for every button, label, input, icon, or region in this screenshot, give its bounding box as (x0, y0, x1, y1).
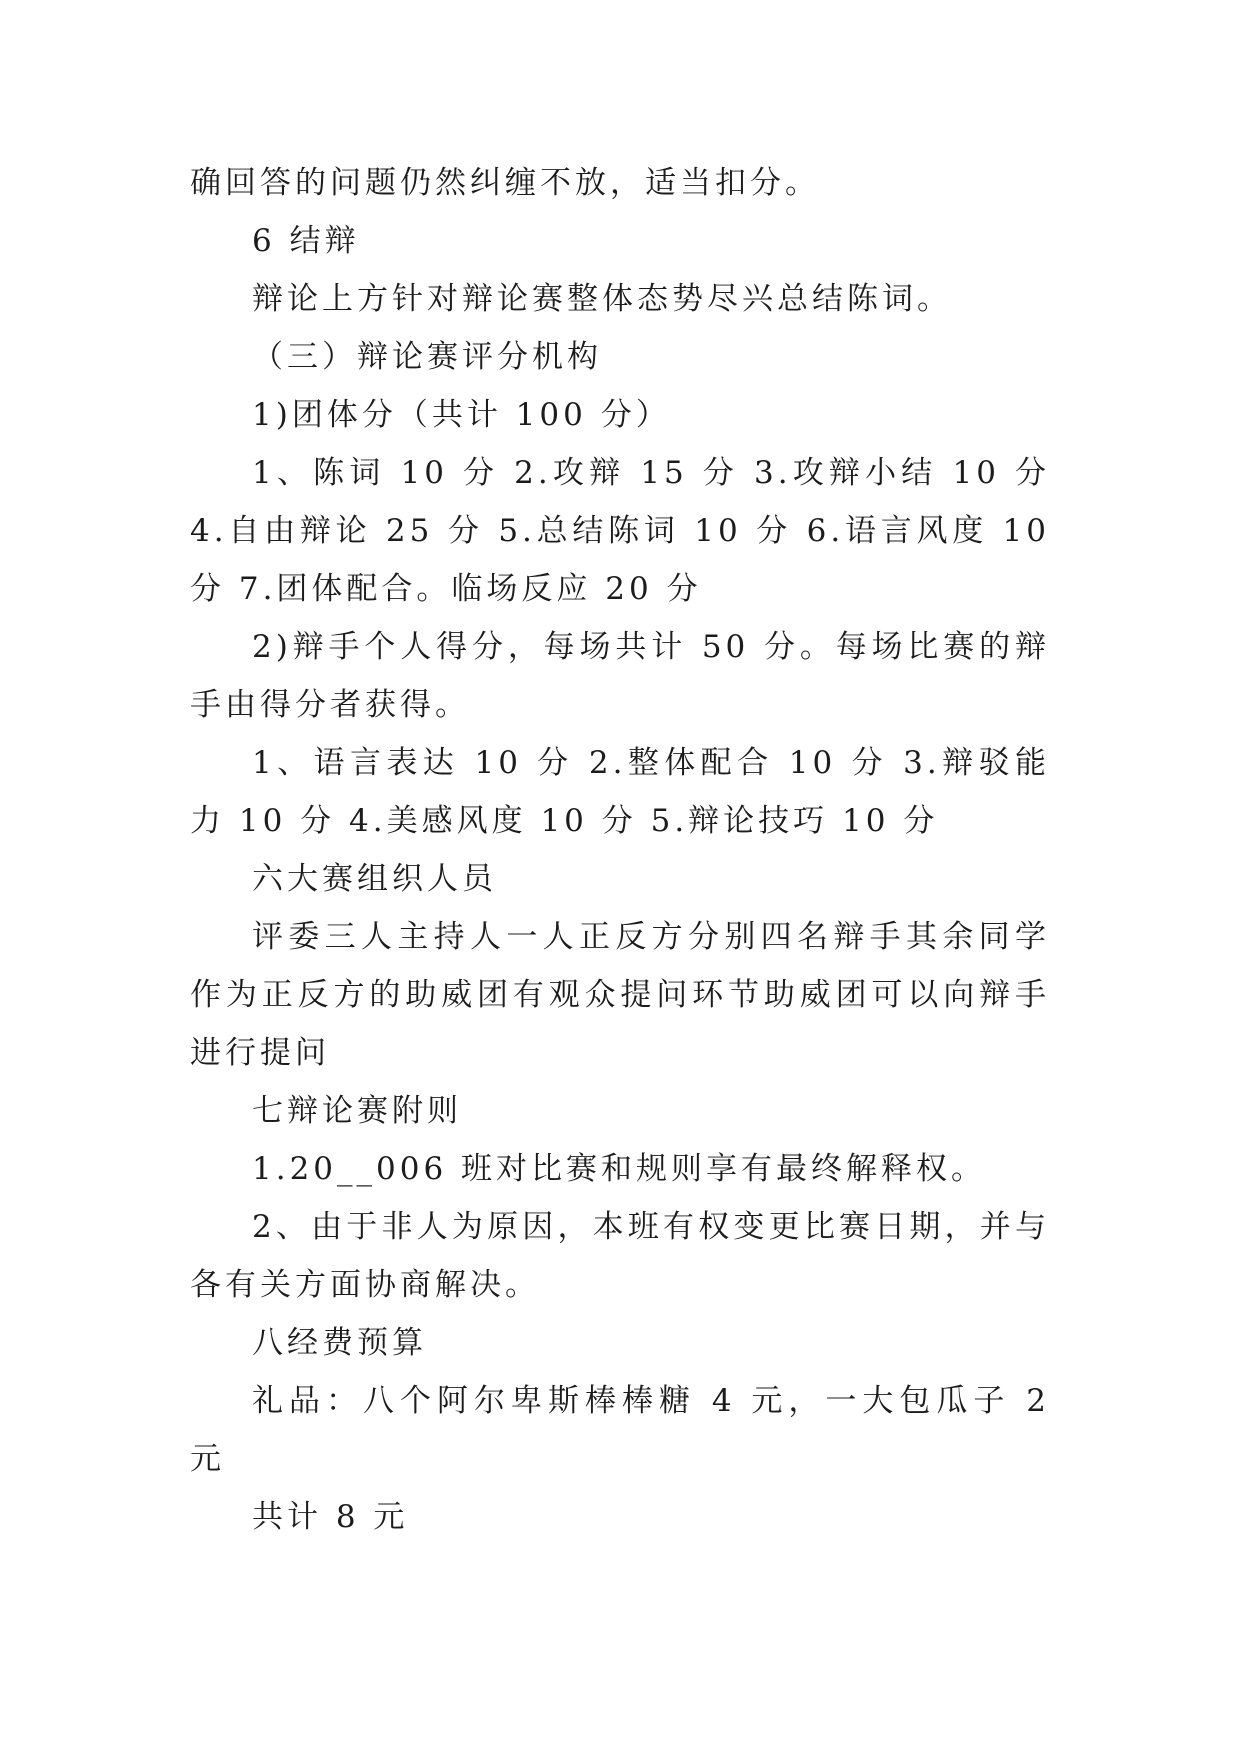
paragraph-individual-score-items: 1、语言表达 10 分 2.整体配合 10 分 3.辩驳能力 10 分 4.美感风度 10 分 5.辩论技巧 10 分 (190, 745, 1050, 839)
paragraph-individual-score: 2)辩手个人得分，每场共计 50 分。每场比赛的辩手由得分者获得。 (190, 629, 1050, 723)
paragraph-budget-gifts: 礼品：八个阿尔卑斯棒棒糖 4 元，一大包瓜子 2 元 (190, 1383, 1050, 1477)
paragraph-budget-total: 共计 8 元 (252, 1499, 409, 1535)
heading-closing-statement: 6 结辩 (252, 223, 360, 259)
heading-organizers: 六大赛组织人员 (252, 861, 497, 897)
paragraph-closing-statement: 辩论上方针对辩论赛整体态势尽兴总结陈词。 (252, 281, 952, 317)
heading-scoring: （三）辩论赛评分机构 (252, 339, 602, 375)
heading-budget: 八经费预算 (252, 1325, 427, 1361)
document-body (190, 154, 1050, 1546)
paragraph-team-score-items: 1、陈词 10 分 2.攻辩 15 分 3.攻辩小结 10 分 4.自由辩论 25 分 5.总结陈词 10 分 6.语言风度 10 分 7.团体配合。临场反应 20 分 (190, 455, 1050, 607)
paragraph-continuation: 确回答的问题仍然纠缠不放，适当扣分。 (190, 165, 820, 201)
paragraph-organizers: 评委三人主持人一人正反方分别四名辩手其余同学作为正反方的助威团有观众提问环节助威团可以向辩手进行提问 (190, 919, 1050, 1071)
heading-supplementary-rules: 七辩论赛附则 (252, 1093, 462, 1129)
paragraph-rule-1: 1.20__006 班对比赛和规则享有最终解释权。 (252, 1151, 987, 1187)
paragraph-rule-2: 2、由于非人为原因，本班有权变更比赛日期，并与各有关方面协商解决。 (190, 1209, 1050, 1303)
heading-team-score: 1)团体分（共计 100 分） (252, 397, 671, 433)
